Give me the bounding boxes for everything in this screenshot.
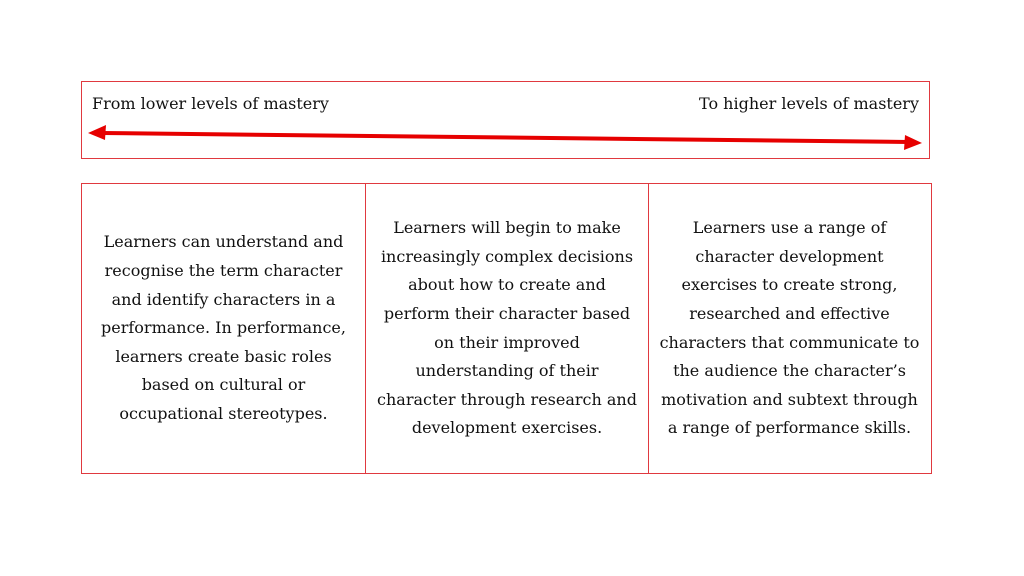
stage-middle-text: Learners will begin to make increasingly complex decisions about how to create and perform their character based on their improved understanding of their character through research and development exercises. bbox=[377, 218, 637, 438]
double-headed-arrow-icon bbox=[82, 82, 931, 160]
mastery-scale bbox=[81, 81, 930, 159]
arrow-head-left bbox=[88, 125, 106, 140]
stage-lower bbox=[82, 184, 365, 473]
stage-middle bbox=[365, 184, 648, 473]
lower-mastery-label: From lower levels of mastery bbox=[92, 94, 329, 113]
stage-higher bbox=[648, 184, 930, 473]
mastery-stages-table bbox=[81, 183, 932, 474]
stage-higher-text: Learners use a range of character development exercises to create strong, researched and effective characters that communicate to the audience the character’s motivation and subtext through a range of performance skills. bbox=[659, 218, 920, 438]
higher-mastery-label: To higher levels of mastery bbox=[699, 94, 919, 113]
arrow-shaft bbox=[102, 133, 908, 142]
arrow-head-right bbox=[904, 135, 922, 150]
stage-lower-text: Learners can understand and recognise the term character and identify characters in a performance. In performance, learners create basic roles based on cultural or occupational stereotypes. bbox=[101, 232, 346, 423]
